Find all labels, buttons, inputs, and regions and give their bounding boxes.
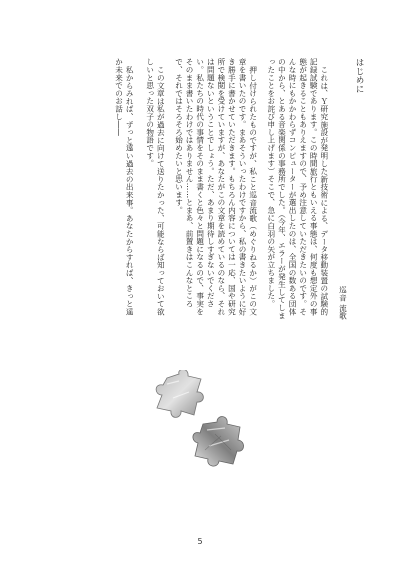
puzzle-piece-upper xyxy=(156,370,203,417)
puzzle-piece-lower xyxy=(193,417,244,467)
puzzle-pieces-illustration xyxy=(145,370,265,480)
paragraph: これは、Ｙ研究施設が発明した新技術による、データ移動装置の試験的記録試験であります。この時間旅行ともいえる事態は、何度も想定外の事態が起きることもありえますので、予め注意していただきたいのです。そんな時にもかかわらずコンピューターが選出したのは、全国の数ある団体の中から、とある音楽関係の事務所でした。（今年、エラーが発生してしまったことをお詫び申し上げます）そこで、急に白羽の矢が立ちました。 xyxy=(266,58,329,320)
closing-paragraph: この文章は私が過去に向けて送りたかった、可能ならば知っておいて欲しいと思った双子の物語です。 xyxy=(145,58,166,316)
paragraph: 押し付けられたものですが、私こと巡音流歌（めぐりねるか）がこの文章を書いたのです。まあそういったわけですから、私の書きたいように好き勝手に書かせていただきます。もちろん内容については一応、国や研究所で検閲を受けていますが、あなたがこの文章を読めているのなら、それは問題ないということでしょう。ただ、あまり期待しすぎないでください。私たちの時代の事情をそのまま書くと色々と問題になるので、事実をそのまま書いたわけではありません……とまあ、前置きはこんなところで、それではそろそろ始めたいと思います。 xyxy=(174,58,258,316)
chapter-title: はじめに xyxy=(354,58,364,94)
page-number: 5 xyxy=(197,537,203,546)
closing-paragraph: 私からみれば、ずっと遠い過去の出来事。あなたからすれば、きっと遥か未来でのお話し―― xyxy=(114,58,135,316)
vertical-text-block xyxy=(34,58,364,320)
author-name: 巡音 流歌 xyxy=(338,286,348,320)
